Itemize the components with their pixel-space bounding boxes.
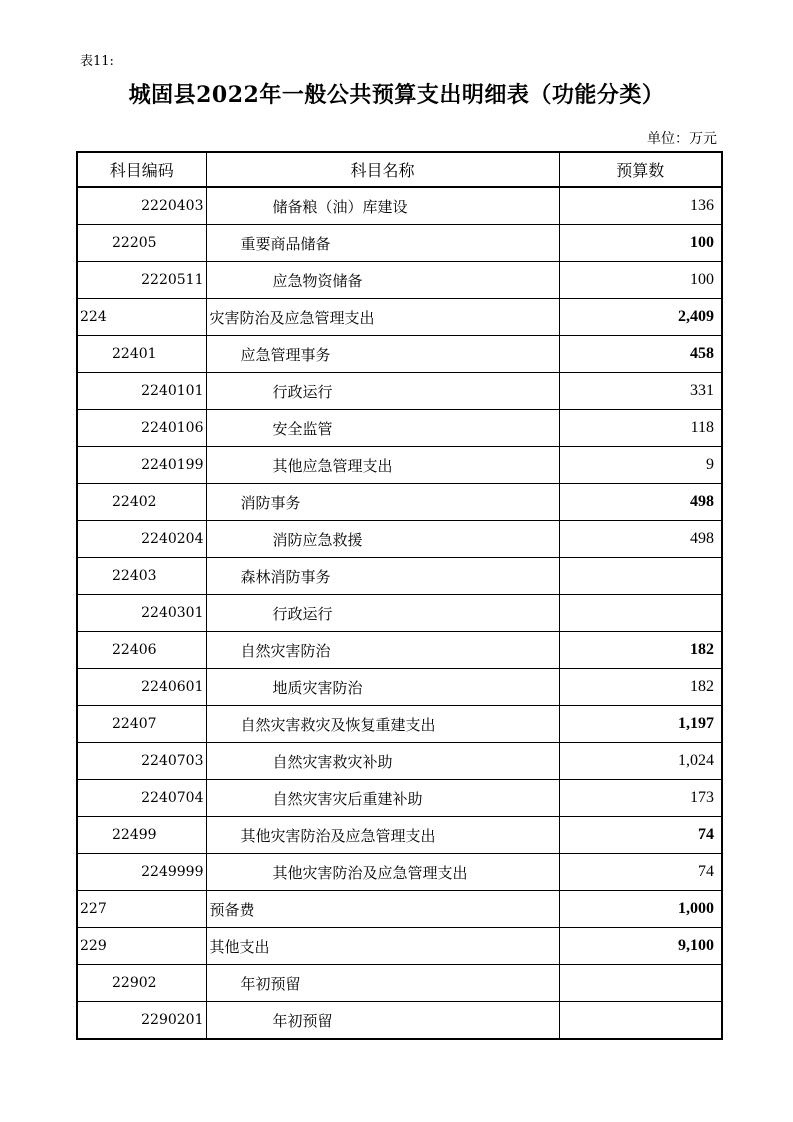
- subject-name-cell: 应急物资储备: [206, 262, 559, 299]
- subject-code-cell: 224: [77, 299, 206, 336]
- table-row: [77, 410, 722, 447]
- budget-amount-cell: 100: [559, 262, 722, 299]
- subject-code-cell: 2220511: [77, 262, 206, 299]
- subject-name-cell: 自然灾害防治: [206, 632, 559, 669]
- budget-amount-cell: 9,100: [559, 928, 722, 965]
- subject-name-cell: 行政运行: [206, 373, 559, 410]
- budget-amount-cell: 1,197: [559, 706, 722, 743]
- table-row: [77, 817, 722, 854]
- subject-name-cell: 自然灾害救灾及恢复重建支出: [206, 706, 559, 743]
- unit-label: 单位：万元: [647, 131, 717, 147]
- subject-name-cell: 自然灾害救灾补助: [206, 743, 559, 780]
- budget-amount-cell: 458: [559, 336, 722, 373]
- table-row: [77, 854, 722, 891]
- table-row: [77, 669, 722, 706]
- subject-code-cell: 22499: [77, 817, 206, 854]
- subject-code-cell: 22406: [77, 632, 206, 669]
- budget-amount-cell: 1,000: [559, 891, 722, 928]
- subject-name-cell: 预备费: [206, 891, 559, 928]
- subject-code-cell: 2290201: [77, 1002, 206, 1040]
- table-row: [77, 447, 722, 484]
- table-body: [77, 187, 722, 1039]
- table-row: [77, 373, 722, 410]
- subject-name-cell: 其他支出: [206, 928, 559, 965]
- budget-amount-cell: 136: [559, 187, 722, 225]
- subject-code-cell: 22205: [77, 225, 206, 262]
- budget-amount-cell: 74: [559, 817, 722, 854]
- subject-code-cell: 2240199: [77, 447, 206, 484]
- subject-name-cell: 自然灾害灾后重建补助: [206, 780, 559, 817]
- budget-amount-cell: 173: [559, 780, 722, 817]
- table-row: [77, 1002, 722, 1040]
- table-row: [77, 706, 722, 743]
- subject-code-cell: 22407: [77, 706, 206, 743]
- budget-amount-cell: 331: [559, 373, 722, 410]
- subject-name-cell: 安全监管: [206, 410, 559, 447]
- page-title: 城固县2022年一般公共预算支出明细表（功能分类）: [128, 82, 665, 108]
- subject-code-cell: 2240106: [77, 410, 206, 447]
- subject-code-cell: 2240301: [77, 595, 206, 632]
- budget-amount-cell: 1,024: [559, 743, 722, 780]
- subject-code-cell: 2240601: [77, 669, 206, 706]
- budget-table: [76, 151, 723, 1040]
- subject-name-cell: 重要商品储备: [206, 225, 559, 262]
- subject-code-cell: 22403: [77, 558, 206, 595]
- budget-amount-cell: 100: [559, 225, 722, 262]
- subject-name-cell: 消防应急救援: [206, 521, 559, 558]
- budget-amount-cell: 74: [559, 854, 722, 891]
- table-header-row: [77, 152, 722, 187]
- budget-amount-cell: [559, 595, 722, 632]
- subject-code-cell: 229: [77, 928, 206, 965]
- subject-name-cell: 年初预留: [206, 1002, 559, 1040]
- subject-name-cell: 其他灾害防治及应急管理支出: [206, 854, 559, 891]
- subject-code-cell: 2240101: [77, 373, 206, 410]
- subject-code-cell: 22401: [77, 336, 206, 373]
- subject-code-cell: 2249999: [77, 854, 206, 891]
- budget-amount-cell: [559, 1002, 722, 1040]
- table-row: [77, 484, 722, 521]
- budget-amount-cell: 2,409: [559, 299, 722, 336]
- table-row: [77, 558, 722, 595]
- budget-amount-cell: 182: [559, 632, 722, 669]
- budget-amount-cell: [559, 965, 722, 1002]
- subject-name-cell: 消防事务: [206, 484, 559, 521]
- header-name: 科目名称: [206, 152, 559, 187]
- table-number: 表11:: [80, 54, 114, 69]
- subject-name-cell: 应急管理事务: [206, 336, 559, 373]
- subject-code-cell: 22402: [77, 484, 206, 521]
- subject-name-cell: 储备粮（油）库建设: [206, 187, 559, 225]
- subject-code-cell: 22902: [77, 965, 206, 1002]
- table-row: [77, 632, 722, 669]
- table-row: [77, 225, 722, 262]
- budget-amount-cell: 9: [559, 447, 722, 484]
- budget-amount-cell: 118: [559, 410, 722, 447]
- table-row: [77, 521, 722, 558]
- subject-name-cell: 行政运行: [206, 595, 559, 632]
- table-row: [77, 595, 722, 632]
- table-row: [77, 262, 722, 299]
- budget-amount-cell: [559, 558, 722, 595]
- table-row: [77, 299, 722, 336]
- header-amount: 预算数: [559, 152, 722, 187]
- table-row: [77, 965, 722, 1002]
- subject-code-cell: 2240704: [77, 780, 206, 817]
- subject-code-cell: 2240703: [77, 743, 206, 780]
- table-row: [77, 928, 722, 965]
- subject-code-cell: 2240204: [77, 521, 206, 558]
- table-row: [77, 743, 722, 780]
- subject-name-cell: 灾害防治及应急管理支出: [206, 299, 559, 336]
- subject-name-cell: 其他应急管理支出: [206, 447, 559, 484]
- subject-code-cell: 227: [77, 891, 206, 928]
- table-row: [77, 187, 722, 225]
- header-code: 科目编码: [77, 152, 206, 187]
- table-row: [77, 336, 722, 373]
- subject-name-cell: 其他灾害防治及应急管理支出: [206, 817, 559, 854]
- subject-name-cell: 森林消防事务: [206, 558, 559, 595]
- subject-name-cell: 地质灾害防治: [206, 669, 559, 706]
- subject-name-cell: 年初预留: [206, 965, 559, 1002]
- table-row: [77, 891, 722, 928]
- budget-amount-cell: 498: [559, 521, 722, 558]
- table-row: [77, 780, 722, 817]
- budget-amount-cell: 498: [559, 484, 722, 521]
- subject-code-cell: 2220403: [77, 187, 206, 225]
- budget-amount-cell: 182: [559, 669, 722, 706]
